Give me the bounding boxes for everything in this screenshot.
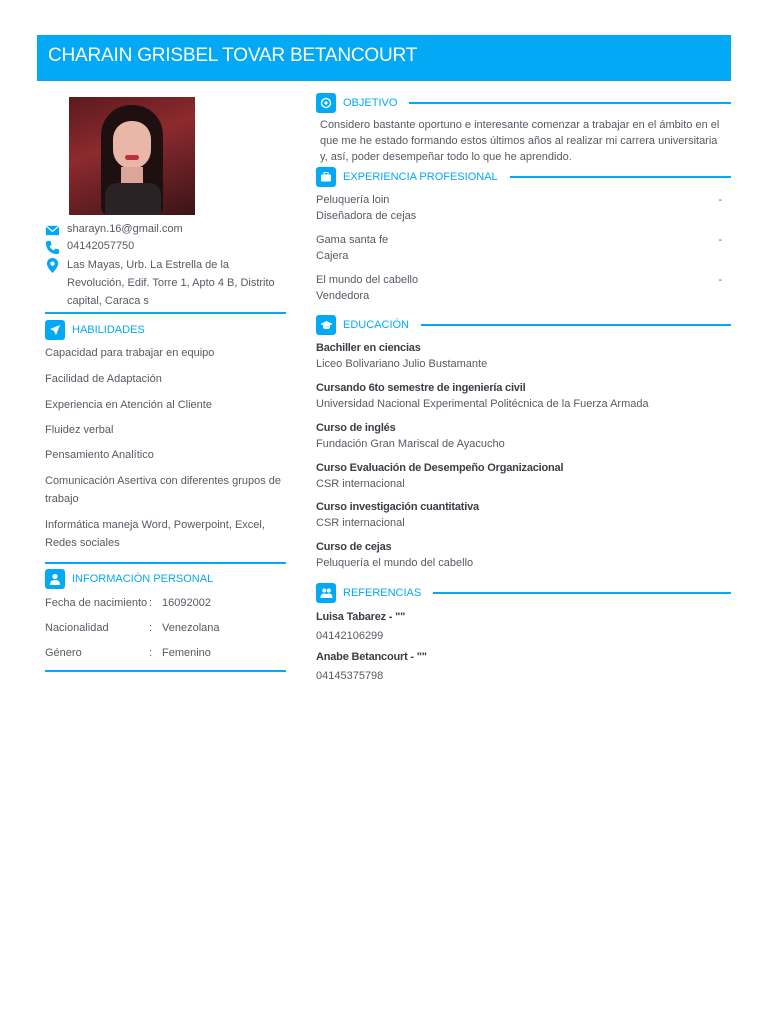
- skills-section-title: HABILIDADES: [45, 320, 286, 340]
- candidate-name: CHARAIN GRISBEL TOVAR BETANCOURT: [48, 45, 418, 66]
- experience-section-title: EXPERIENCIA PROFESIONAL: [316, 167, 731, 187]
- rocket-icon: [45, 320, 65, 340]
- experience-item: Peluquería loin Diseñadora de cejas -: [316, 194, 722, 222]
- skill-item: Experiencia en Atención al Cliente: [45, 399, 212, 411]
- education-item: Cursando 6to semestre de ingeniería civil Universidad Nacional Experimental Politécnica de la Fuerza Armada: [316, 382, 649, 410]
- education-item: Curso de cejas Peluquería el mundo del cabello: [316, 541, 474, 569]
- phone-icon: [45, 240, 60, 255]
- experience-item: El mundo del cabello Vendedora -: [316, 274, 722, 302]
- experience-company: El mundo del cabello: [316, 274, 419, 286]
- map-pin-icon: [45, 258, 60, 273]
- objective-section-title: OBJETIVO: [316, 93, 731, 113]
- skill-item: Facilidad de Adaptación: [45, 373, 162, 385]
- skill-item: Fluidez verbal: [45, 424, 114, 436]
- education-item: Curso Evaluación de Desempeño Organizacional CSR internacional: [316, 462, 564, 490]
- education-item: Curso investigación cuantitativa CSR internacional: [316, 501, 479, 529]
- resume-header: [37, 35, 731, 81]
- graduation-cap-icon: [316, 315, 336, 335]
- skill-item: Informática maneja Word, Powerpoint, Excel, Redes sociales: [45, 519, 265, 549]
- objective-text: Considero bastante oportuno e interesante comenzar a trabajar en el ámbito en el que me he estado formando estos últimos años al realizar mi carrera universitaria y, así, poder desempeñar todo lo que he aprendido.: [320, 119, 720, 163]
- personal-section-title: INFORMACIÓN PERSONAL: [45, 569, 286, 589]
- experience-role: Diseñadora de cejas: [316, 210, 417, 222]
- contact-phone[interactable]: 04142057750: [67, 240, 135, 252]
- education-item: Curso de inglés Fundación Gran Mariscal de Ayacucho: [316, 422, 505, 450]
- reference-item: Luisa Tabarez - "" 04142106299: [316, 611, 406, 642]
- skill-item: Pensamiento Analítico: [45, 449, 154, 461]
- profile-photo: [69, 97, 195, 215]
- skill-item: Capacidad para trabajar en equipo: [45, 347, 215, 359]
- education-section-title: EDUCACIÓN: [316, 315, 731, 335]
- contact-address: Las Mayas, Urb. La Estrella de la Revolución, Edif. Torre 1, Apto 4 B, Distrito capital, Caraca s: [67, 259, 275, 307]
- contact-email[interactable]: sharayn.16@gmail.com: [67, 223, 183, 235]
- divider: [45, 562, 286, 564]
- references-section-title: REFERENCIAS: [316, 583, 731, 603]
- users-icon: [316, 583, 336, 603]
- education-item: Bachiller en ciencias Liceo Bolivariano Julio Bustamante: [316, 342, 488, 370]
- briefcase-icon: [316, 167, 336, 187]
- reference-item: Anabe Betancourt - "" 04145375798: [316, 651, 427, 682]
- experience-role: Vendedora: [316, 290, 370, 302]
- experience-company: Peluquería loin: [316, 194, 390, 206]
- envelope-icon: [45, 223, 60, 238]
- experience-item: Gama santa fe Cajera -: [316, 234, 722, 262]
- divider: [45, 312, 286, 314]
- divider: [45, 670, 286, 672]
- user-icon: [45, 569, 65, 589]
- skill-item: Comunicación Asertiva con diferentes grupos de trabajo: [45, 475, 282, 505]
- experience-role: Cajera: [316, 250, 349, 262]
- target-icon: [316, 93, 336, 113]
- experience-company: Gama santa fe: [316, 234, 389, 246]
